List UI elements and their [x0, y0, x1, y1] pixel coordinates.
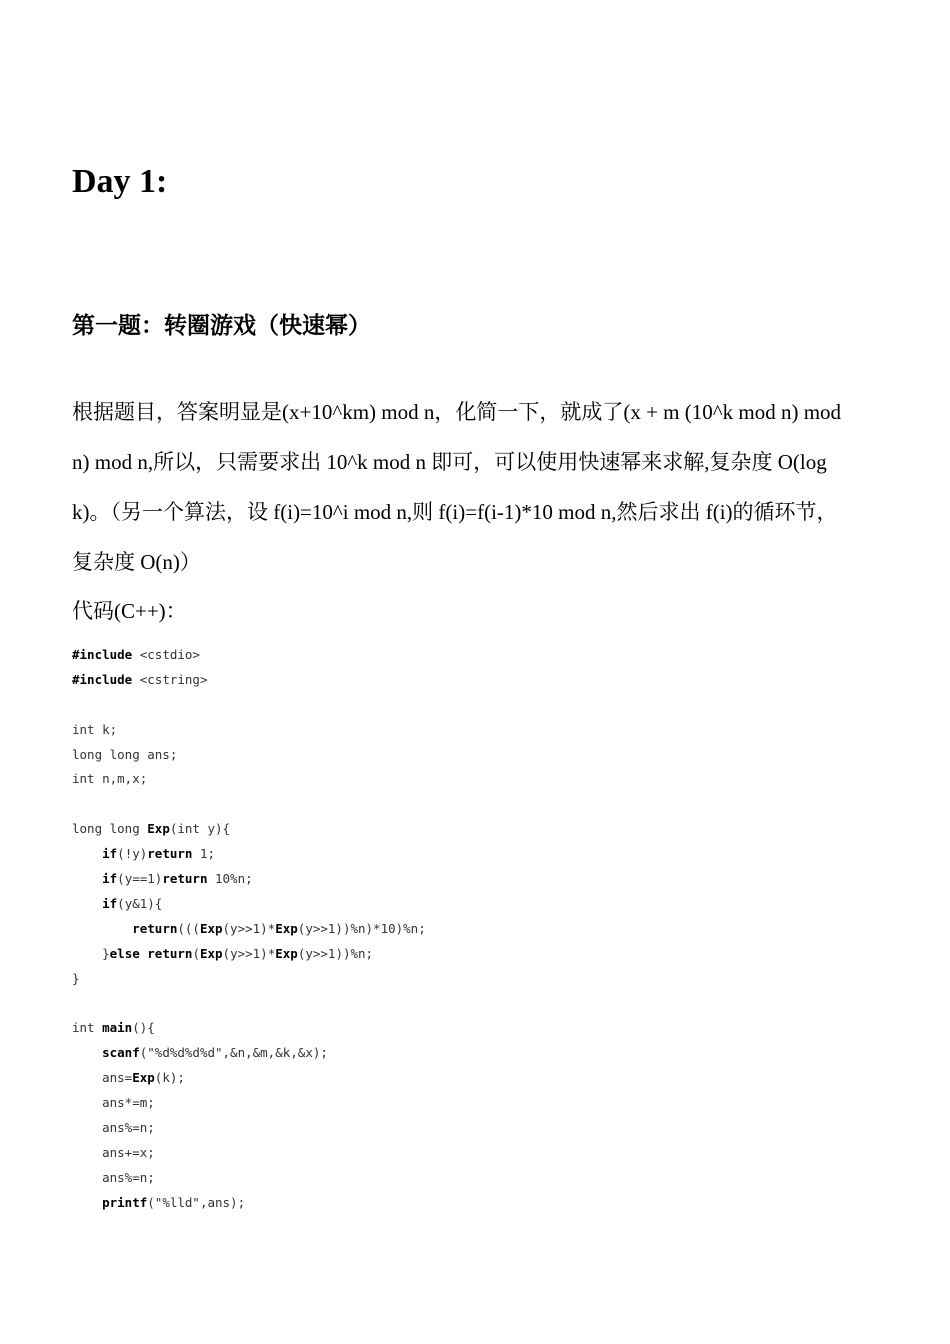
code-keyword: #include	[72, 671, 133, 687]
code-keyword: #include	[72, 647, 133, 662]
code-keyword: Exp	[275, 920, 298, 936]
code-text: int k;	[72, 721, 118, 737]
code-keyword: return	[147, 846, 193, 862]
code-block	[72, 643, 426, 1215]
code-line	[72, 1091, 426, 1116]
section-title: 第一题：转圈游戏（快速幂）	[72, 312, 371, 339]
code-keyword: main	[102, 1020, 133, 1036]
paragraph-line: n) mod n,所以，只需要求出 10^k mod n 即可，可以使用快速幂来求解,复杂度 O(log	[72, 450, 827, 474]
code-text: ("%d%d%d%d",&n,&m,&k,&x);	[139, 1045, 328, 1061]
code-text: (){	[132, 1020, 155, 1036]
code-text: }	[72, 945, 110, 961]
code-text: ans=	[72, 1070, 133, 1086]
code-line	[72, 643, 426, 668]
code-line	[72, 991, 426, 1016]
code-line	[72, 867, 426, 892]
code-line	[72, 718, 426, 743]
code-line	[72, 1041, 426, 1066]
code-text	[72, 896, 102, 911]
code-text: (((	[177, 920, 200, 936]
paragraph-line: 复杂度 O(n)）	[72, 550, 201, 574]
code-text: ans%=n;	[72, 1119, 155, 1135]
code-line	[72, 967, 426, 992]
code-keyword: return	[132, 920, 178, 936]
code-keyword: if	[102, 846, 118, 862]
code-text	[72, 1195, 102, 1210]
code-keyword: if	[102, 895, 118, 911]
explanation-paragraph	[72, 387, 872, 587]
code-text	[72, 921, 132, 936]
code-text: (y>>1))%n;	[297, 945, 374, 961]
code-text: (	[192, 945, 200, 961]
code-text: (!y)	[117, 846, 148, 862]
code-text: (int y){	[169, 821, 231, 837]
code-text: <cstdio>	[132, 647, 200, 662]
code-line	[72, 693, 426, 718]
code-text: (y==1)	[117, 871, 163, 887]
code-text	[72, 846, 102, 861]
code-line	[72, 767, 426, 792]
code-text: ans*=m;	[72, 1095, 155, 1111]
code-line	[72, 1116, 426, 1141]
code-text: 10%n;	[207, 871, 253, 887]
code-line	[72, 743, 426, 768]
code-line	[72, 842, 426, 867]
code-line	[72, 1141, 426, 1166]
code-line	[72, 792, 426, 817]
code-text: (y>>1)*	[222, 945, 276, 961]
code-line	[72, 1016, 426, 1041]
code-text: ans+=x;	[72, 1144, 155, 1160]
code-text: <cstring>	[132, 671, 208, 687]
code-line	[72, 817, 426, 842]
code-text	[72, 1045, 102, 1060]
code-text: (y>>1))%n)*10)%n;	[297, 920, 426, 936]
code-line	[72, 668, 426, 693]
code-label: 代码(C++)：	[72, 599, 187, 623]
code-line	[72, 942, 426, 967]
code-text: (k);	[154, 1070, 185, 1086]
code-keyword: else	[109, 945, 140, 961]
code-keyword: return	[162, 871, 208, 887]
code-keyword: Exp	[199, 945, 223, 961]
code-keyword: scanf	[102, 1045, 140, 1061]
paragraph-line: k)。（另一个算法，设 f(i)=10^i mod n,则 f(i)=f(i-1)*10 mod n,然后求出 f(i)的循环节，	[72, 500, 838, 524]
code-text: int	[72, 1020, 103, 1036]
code-text: long long	[72, 821, 148, 837]
code-keyword: if	[102, 871, 118, 887]
code-keyword: printf	[102, 1194, 148, 1210]
code-keyword: Exp	[199, 920, 223, 936]
code-keyword: Exp	[275, 945, 298, 961]
code-line	[72, 1066, 426, 1091]
page-heading: Day 1:	[72, 163, 168, 200]
code-line	[72, 1166, 426, 1191]
code-keyword: Exp	[147, 821, 170, 837]
code-text: }	[72, 970, 80, 986]
code-text: ans%=n;	[72, 1169, 155, 1185]
code-text: int n,m,x;	[72, 771, 148, 787]
code-keyword: return	[147, 945, 193, 961]
code-line	[72, 917, 426, 942]
code-text: (y>>1)*	[222, 920, 276, 936]
code-text: long long ans;	[72, 746, 178, 762]
code-text: 1;	[192, 846, 216, 862]
code-text	[72, 871, 102, 886]
code-text: ("%lld",ans);	[147, 1194, 246, 1210]
code-line	[72, 892, 426, 917]
code-line	[72, 1191, 426, 1216]
code-text: (y&1){	[117, 895, 163, 911]
paragraph-line: 根据题目，答案明显是(x+10^km) mod n，化简一下，就成了(x + m (10^k mod n) mod	[72, 400, 842, 424]
code-keyword: Exp	[132, 1070, 155, 1086]
